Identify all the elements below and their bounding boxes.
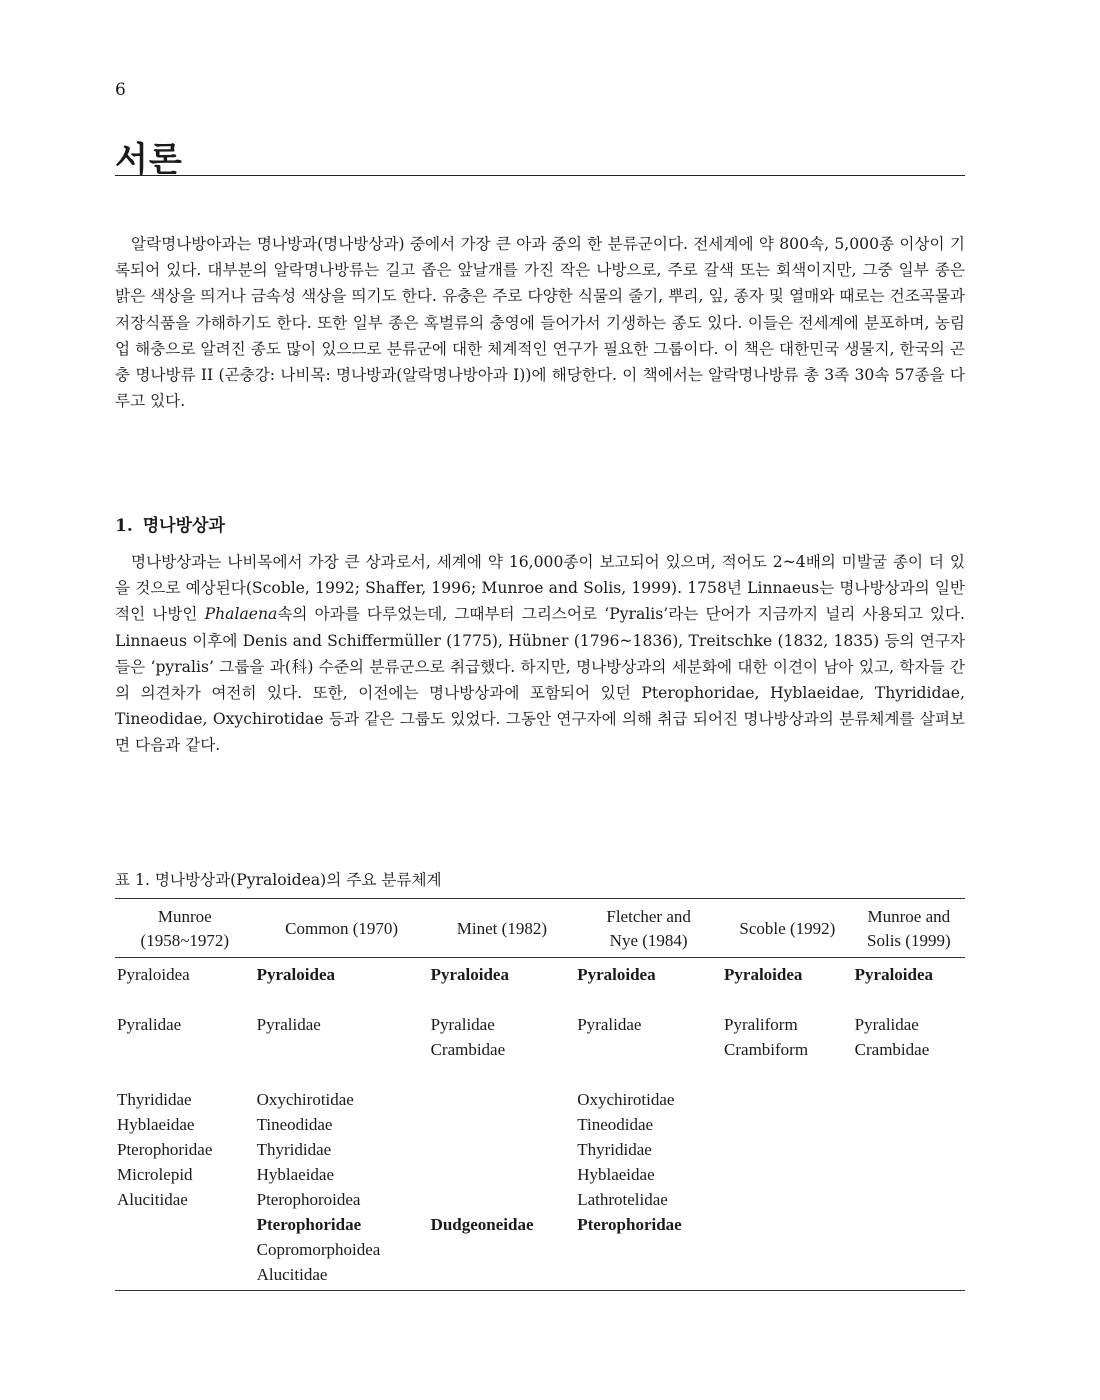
table-cell xyxy=(853,1087,965,1291)
table-header-cell xyxy=(429,899,576,958)
table-caption: 표 1. 명나방상과(Pyraloidea)의 주요 분류체계 xyxy=(115,871,442,889)
section-text-part1: 명나방상과는 나비목에서 가장 큰 상과로서, 세계에 약 16,000종이 보고되어 있으며, 적어도 2~4배의 미발굴 종이 더 있을 것으로 예상된다(Scoble, 1992; Shaffer, 1996; Munroe and Solis, 1999). 1758년 Linnaeus는 명나방상과의 일반적인 나방인 xyxy=(115,553,965,624)
taxon-name: Thyrididae xyxy=(256,1140,332,1159)
taxon-name: Pyraloidea xyxy=(256,965,335,984)
header-line: Scoble (1992) xyxy=(739,919,836,938)
taxon-name: Oxychirotidae xyxy=(256,1090,354,1109)
section-paragraph xyxy=(115,549,965,759)
classification-table xyxy=(115,898,965,1291)
table-cell xyxy=(255,1012,429,1087)
table-header-cell xyxy=(575,899,722,958)
table-cell xyxy=(255,1087,429,1291)
header-line: Fletcher and xyxy=(606,907,691,926)
table-header-cell xyxy=(853,899,965,958)
taxon-name: Tineodidae xyxy=(256,1115,333,1134)
taxon-name: Pyralidae xyxy=(854,1015,919,1034)
taxon-name: Pyraloidea xyxy=(724,965,803,984)
taxon-name: Alucitidae xyxy=(256,1265,328,1284)
header-line: Munroe and xyxy=(867,907,951,926)
title-divider xyxy=(115,175,965,176)
taxon-name: Pterophoridae xyxy=(256,1215,362,1234)
taxon-name xyxy=(431,1137,574,1162)
table-row xyxy=(115,958,965,1013)
table-header-cell xyxy=(722,899,853,958)
section-text-part2: 속의 아과를 다루었는데, 그때부터 그리스어로 ‘Pyralis’라는 단어가 지금까지 널리 사용되고 있다. Linnaeus 이후에 Denis and Schiffermüller (1775), Hübner (1796~1836), Treitschke (1832, 1835) 등의 연구자들은 ‘pyralis’ 그룹을 과(科) 수준의 분류군으로 취급했다. 하지만, 명나방상과의 세분화에 대한 이견이 남아 있고, 학자들 간의 의견차가 여전히 있다. 또한, 이전에는 명나방상과에 포함되어 있던 Pterophoridae, Hyblaeidae, Thyrididae, Tineodidae, Oxychirotidae 등과 같은 그룹도 있었다. 그동안 연구자에 의해 취급 되어진 명나방상과의 분류체계를 살펴보면 다음과 같다. xyxy=(115,605,965,755)
table-body xyxy=(115,958,965,1291)
table-cell xyxy=(575,958,722,1013)
taxon-name: Pterophoridae xyxy=(577,1215,682,1234)
chapter-title: 서론 xyxy=(115,140,183,180)
taxon-name: Lathrotelidae xyxy=(577,1190,668,1209)
taxon-name: Pyraloidea xyxy=(430,965,509,984)
taxon-name: Thyrididae xyxy=(117,1090,192,1109)
table-cell xyxy=(853,1012,965,1087)
table-cell xyxy=(575,1087,722,1291)
taxon-name: Pterophoroidea xyxy=(256,1190,361,1209)
header-line: Nye (1984) xyxy=(609,931,688,950)
table-cell xyxy=(575,1012,722,1087)
table-cell xyxy=(115,958,255,1013)
taxon-name: Pyraloidea xyxy=(117,965,190,984)
table-header-row xyxy=(115,899,965,958)
intro-paragraph xyxy=(115,231,965,414)
taxon-name: Pyraliform xyxy=(724,1015,798,1034)
section-title: 명나방상과 xyxy=(142,516,225,536)
taxon-name: Crambidae xyxy=(854,1040,930,1059)
table-header-cell xyxy=(115,899,255,958)
taxon-name: Dudgeoneidae xyxy=(430,1215,534,1234)
header-line: Common (1970) xyxy=(285,919,399,938)
taxon-name: Hyblaeidae xyxy=(577,1165,655,1184)
taxon-name: Copromorphoidea xyxy=(256,1240,381,1259)
table-cell xyxy=(853,958,965,1013)
header-line: Minet (1982) xyxy=(456,919,547,938)
taxon-name: Pyralidae xyxy=(256,1015,321,1034)
table-cell xyxy=(722,1087,853,1291)
table-cell xyxy=(722,1012,853,1087)
taxon-name: Pyralidae xyxy=(117,1015,182,1034)
intro-text: 알락명나방아과는 명나방과(명나방상과) 중에서 가장 큰 아과 중의 한 분류군이다. 전세계에 약 800속, 5,000종 이상이 기록되어 있다. 대부분의 알락명나방류는 길고 좁은 앞날개를 가진 작은 나방으로, 주로 갈색 또는 회색이지만, 그중 일부 종은 밝은 색상을 띄거나 금속성 색상을 띄기도 한다. 유충은 주로 다양한 식물의 줄기, 뿌리, 잎, 종자 및 열매와 때로는 건조곡물과 저장식품을 가해하기도 한다. 또한 일부 종은 혹벌류의 충영에 들어가서 기생하는 종도 있다. 이들은 전세계에 분포하며, 농림업 해충으로 알려진 종도 많이 있으므로 분류군에 대한 체계적인 연구가 필요한 그룹이다. 이 책은 대한민국 생물지, 한국의 곤충 명나방류 II (곤충강: 나비목: 명나방과(알락명나방아과 I))에 해당한다. 이 책에서는 알락명나방류 총 3족 30속 57종을 다루고 있다. xyxy=(115,235,965,411)
table-cell xyxy=(255,958,429,1013)
taxon-name: Oxychirotidae xyxy=(577,1090,675,1109)
taxon-name: Hyblaeidae xyxy=(117,1115,195,1134)
page-number: 6 xyxy=(115,80,126,100)
taxon-name xyxy=(431,1187,574,1212)
table-row xyxy=(115,1012,965,1087)
taxon-name xyxy=(431,1112,574,1137)
table-cell xyxy=(115,1012,255,1087)
taxon-name: Crambiform xyxy=(724,1040,809,1059)
taxon-name: Pyraloidea xyxy=(854,965,934,984)
taxon-name: Microlepid xyxy=(117,1165,193,1184)
taxon-name: Pyralidae xyxy=(430,1015,495,1034)
taxon-name: Crambidae xyxy=(430,1040,506,1059)
table-cell xyxy=(115,1087,255,1291)
taxon-name: Pyraloidea xyxy=(577,965,656,984)
taxon-name: Thyrididae xyxy=(577,1140,652,1159)
table-header-cell xyxy=(255,899,429,958)
taxon-name: Pterophoridae xyxy=(117,1140,213,1159)
section-heading xyxy=(115,511,225,536)
taxon-name: Tineodidae xyxy=(577,1115,654,1134)
header-line: Solis (1999) xyxy=(867,931,951,950)
taxon-name: Pyralidae xyxy=(577,1015,642,1034)
table-cell xyxy=(429,958,576,1013)
table-cell xyxy=(722,958,853,1013)
header-line: Munroe xyxy=(157,907,212,926)
header-line: (1958~1972) xyxy=(140,931,230,950)
taxon-name xyxy=(431,1162,574,1187)
taxon-name: Hyblaeidae xyxy=(256,1165,335,1184)
table-cell xyxy=(429,1012,576,1087)
taxon-name xyxy=(431,1087,574,1112)
table-cell xyxy=(429,1087,576,1291)
section-text xyxy=(115,549,965,759)
genus-name-italic: Phalaena xyxy=(204,605,278,624)
table-row xyxy=(115,1087,965,1291)
taxon-name: Alucitidae xyxy=(117,1190,188,1209)
section-number: 1. xyxy=(115,516,133,536)
